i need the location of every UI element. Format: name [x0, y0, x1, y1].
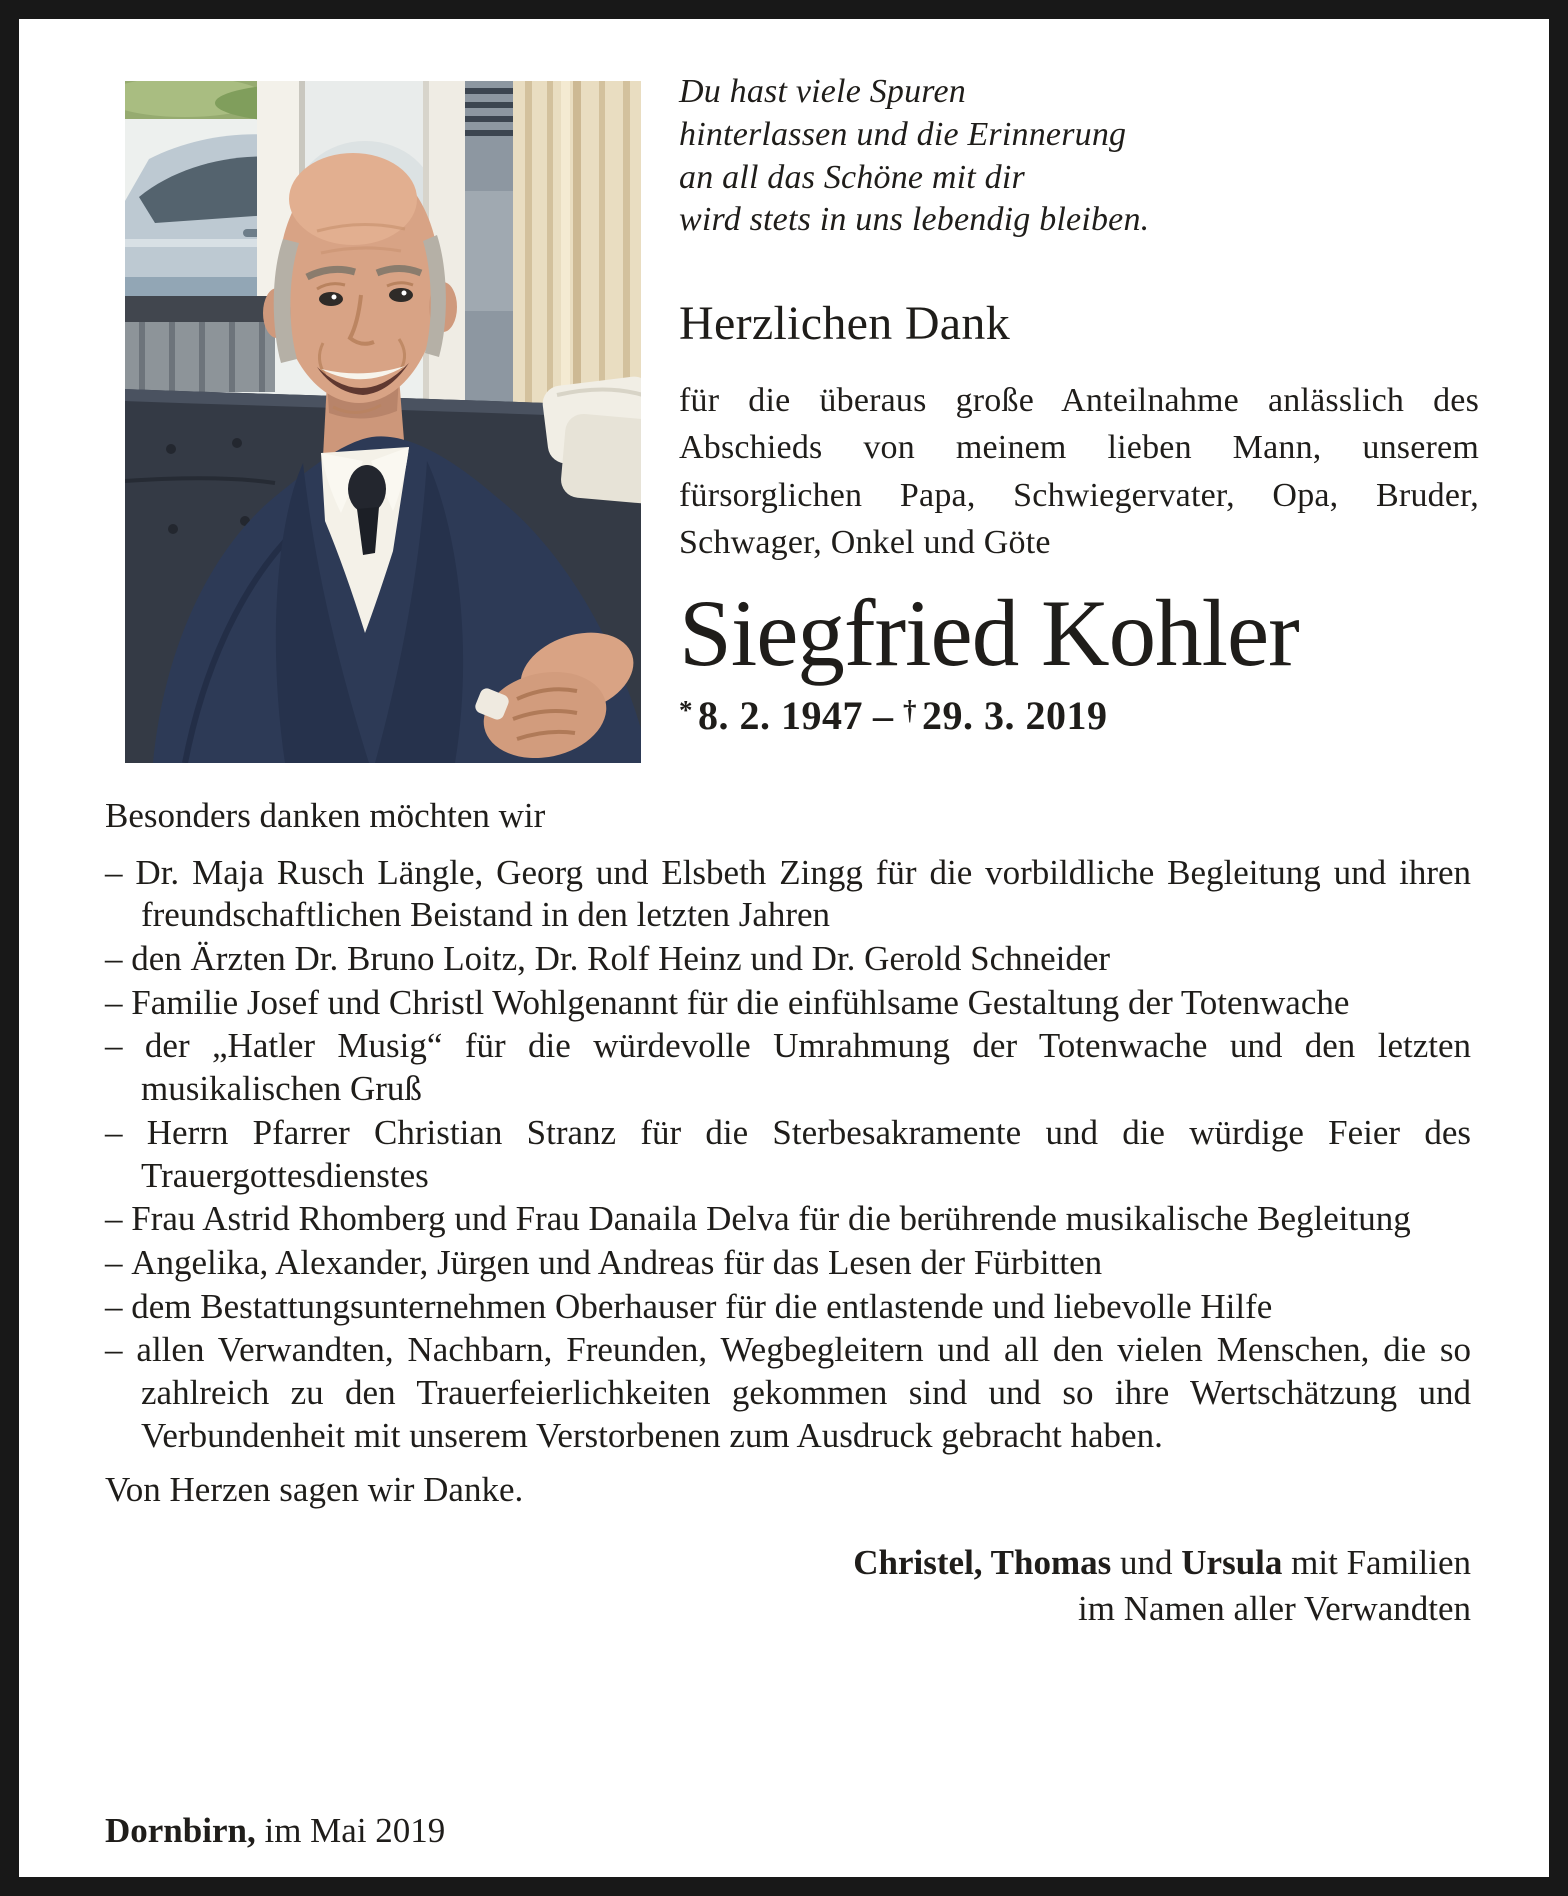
thanks-heading: Herzlichen Dank [679, 297, 1011, 351]
signature-connector: und [1111, 1543, 1182, 1582]
poem-line: an all das Schöne mit dir [679, 158, 1025, 196]
thanks-list [105, 852, 1471, 1458]
life-dates [679, 692, 1479, 739]
place-date-line [105, 1811, 445, 1851]
signature-line-1 [105, 1540, 1471, 1586]
birth-star-symbol: * [679, 694, 693, 725]
poem-line: Du hast viele Spuren [679, 73, 966, 110]
poem-line: hinterlassen und die Erinnerung [679, 115, 1127, 153]
thanks-list-item: – Angelika, Alexander, Jürgen und Andreas für das Lesen der Fürbitten [105, 1242, 1471, 1285]
thanks-list-item: – Frau Astrid Rhomberg und Frau Danaila Delva für die berührende musikalische Begleitung [105, 1198, 1471, 1241]
birth-date: 8. 2. 1947 [698, 692, 863, 738]
special-thanks-intro: Besonders danken möchten wir [105, 796, 546, 835]
notice-date: im Mai 2019 [255, 1811, 446, 1850]
poem-line: wird stets in uns lebendig bleiben. [679, 201, 1150, 239]
death-cross-symbol: † [903, 694, 917, 725]
place-name: Dornbirn, [105, 1811, 256, 1850]
thanks-list-item: – allen Verwandten, Nachbarn, Freunden, Wegbegleitern und all den vielen Menschen, die so zahlreich zu den Trauerfeierlichkeiten gekommen sind und so ihre Wertschätzung und Verbundenheit mit unserem Verstorbenen zum Ausdruck gebracht haben. [105, 1329, 1471, 1457]
dates-separator: – [863, 692, 903, 738]
thanks-list-item: – dem Bestattungsunternehmen Oberhauser für die entlastende und liebevolle Hilfe [105, 1286, 1471, 1329]
signature-line-2: im Namen aller Verwandten [1078, 1588, 1471, 1628]
deceased-name: Siegfried Kohler [679, 580, 1299, 687]
portrait-photo-illustration [125, 81, 641, 763]
header-column [679, 71, 1479, 739]
thanks-list-item: – den Ärzten Dr. Bruno Loitz, Dr. Rolf Heinz und Dr. Gerold Schneider [105, 938, 1471, 981]
thanks-list-item: – der „Hatler Musig“ für die würdevolle Umrahmung der Totenwache und den letzten musikalischen Gruß [105, 1025, 1471, 1110]
death-date: 29. 3. 2019 [922, 692, 1108, 738]
signature-names-1: Christel, Thomas [853, 1543, 1112, 1582]
memorial-poem [679, 71, 1479, 242]
closing-line: Von Herzen sagen wir Danke. [105, 1470, 524, 1510]
signature-suffix: mit Familien [1282, 1543, 1471, 1582]
signature-names-2: Ursula [1181, 1543, 1283, 1582]
acknowledgement-section [105, 795, 1471, 1631]
thanks-paragraph: für die überaus große Anteilnahme anlässlich des Abschieds von meinem lieben Mann, unserem fürsorglichen Papa, Schwiegervater, Opa, Bruder, Schwager, Onkel und Göte [679, 382, 1479, 561]
thanks-list-item: – Herrn Pfarrer Christian Stranz für die Sterbesakramente und die würdige Feier des Trauergottesdienstes [105, 1112, 1471, 1197]
signature-block [105, 1540, 1471, 1631]
thanks-list-item: – Dr. Maja Rusch Längle, Georg und Elsbeth Zingg für die vorbildliche Begleitung und ihren freundschaftlichen Beistand in den letzten Jahren [105, 852, 1471, 937]
thanks-list-item: – Familie Josef und Christl Wohlgenannt für die einfühlsame Gestaltung der Totenwache [105, 982, 1471, 1025]
portrait-photo [125, 81, 641, 763]
